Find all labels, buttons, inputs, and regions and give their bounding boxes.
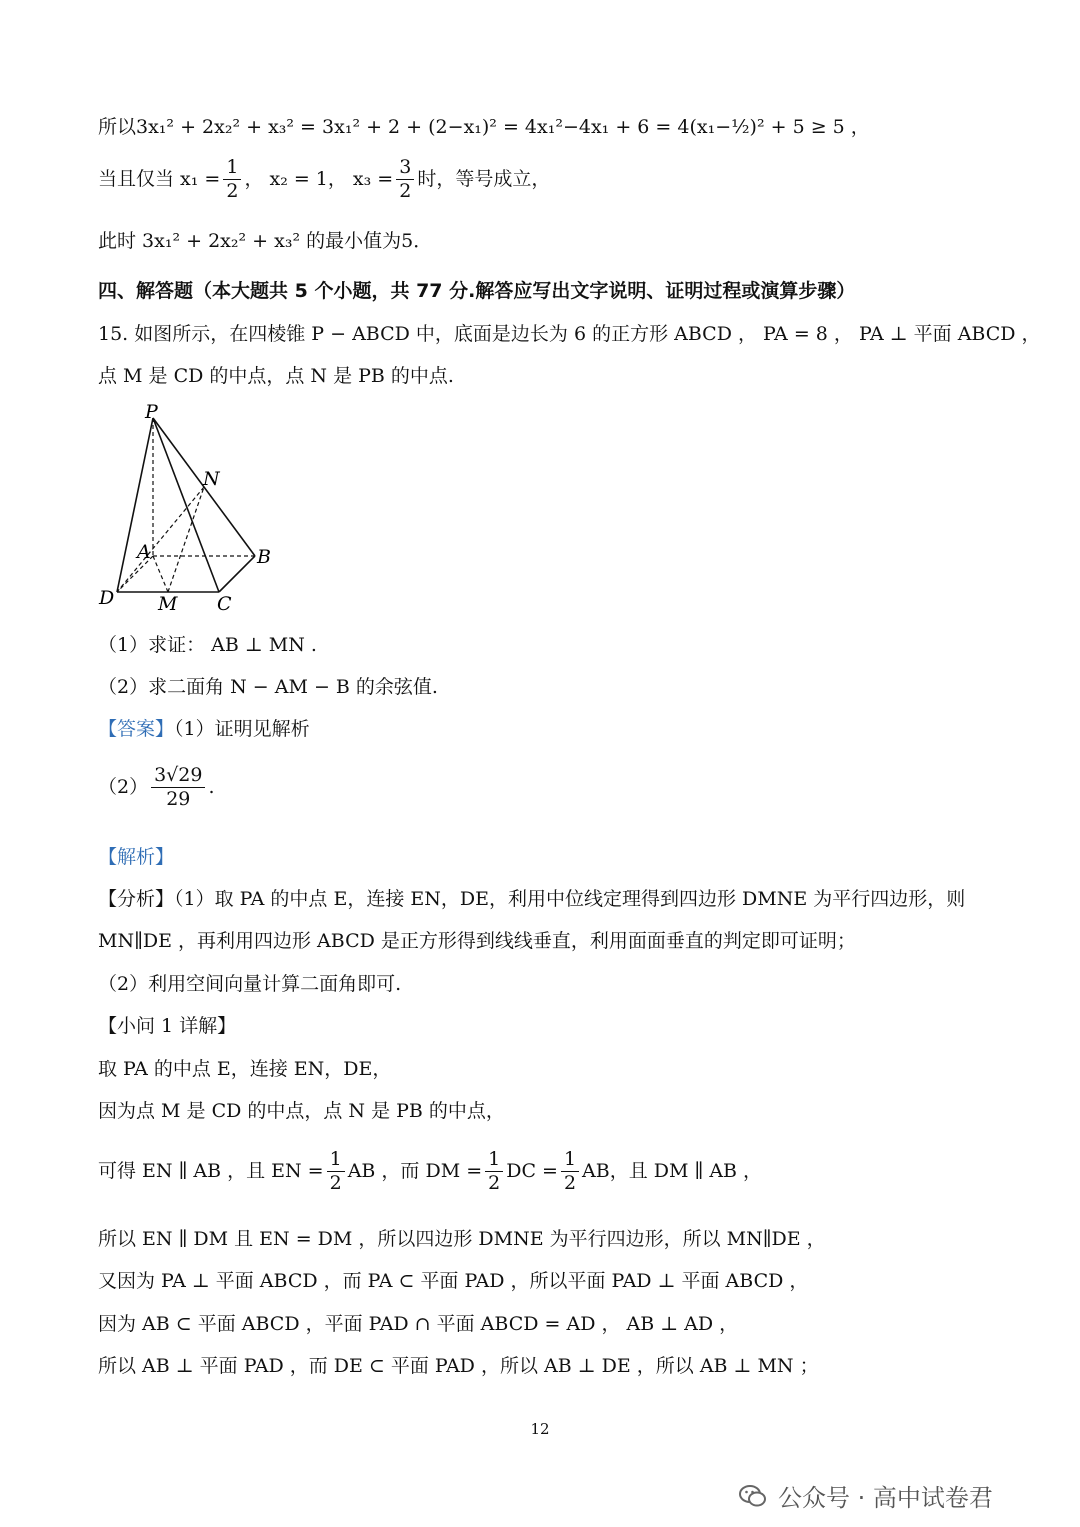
watermark	[738, 1478, 993, 1513]
label-M: M	[158, 593, 178, 615]
text-segment: 当且仅当 x₁ =	[98, 168, 221, 190]
answer-line	[98, 766, 215, 809]
text-segment: 时，等号成立，	[417, 168, 551, 190]
label-C: C	[217, 593, 232, 615]
fraction-denominator: 2	[329, 1172, 342, 1194]
text-segment: AB，且 DM ∥ AB ，	[582, 1160, 763, 1182]
edge-CB	[219, 556, 255, 592]
edge-AM	[153, 556, 168, 592]
fraction	[485, 1150, 503, 1193]
fraction-denominator: 2	[399, 180, 412, 202]
sub-question: （1）求证： AB ⊥ MN .	[98, 634, 317, 656]
answer-line	[98, 720, 310, 739]
fraction-denominator: 2	[226, 180, 239, 202]
solution-text: 取 PA 的中点 E，连接 EN，DE，	[98, 1058, 392, 1080]
fraction-denominator: 2	[563, 1172, 577, 1194]
label-P: P	[145, 401, 158, 423]
fraction-denominator: 29	[166, 788, 191, 810]
edge-ND	[117, 487, 204, 592]
fraction	[327, 1150, 345, 1193]
label-D: D	[99, 587, 115, 609]
solution-text: 所以 EN ∥ DM 且 EN = DM ，所以四边形 DMNE 为平行四边形，所以 MN∥DE ，	[98, 1228, 826, 1250]
fraction	[151, 766, 205, 809]
answer-text: （2）	[98, 776, 149, 798]
label-B: B	[257, 546, 271, 568]
answer-text: .	[208, 776, 215, 798]
analysis-text: MN∥DE ，再利用四边形 ABCD 是正方形得到线线垂直，利用面面垂直的判定即可证明；	[98, 930, 856, 952]
text-segment: 可得 EN ∥ AB ，且 EN =	[98, 1160, 324, 1182]
fraction-numerator: 1	[327, 1150, 345, 1172]
solution-text: 又因为 PA ⊥ 平面 ABCD ，而 PA ⊂ 平面 PAD ，所以平面 PAD ⊥ 平面 ABCD ，	[98, 1270, 809, 1292]
solution-text: 因为点 M 是 CD 的中点，点 N 是 PB 的中点，	[98, 1100, 505, 1122]
text-segment: AB ，而 DM =	[347, 1160, 483, 1182]
fraction-numerator: 3	[396, 158, 414, 180]
pyramid-figure	[95, 400, 295, 615]
solution-text	[98, 1150, 762, 1193]
solution-text: 所以 AB ⊥ 平面 PAD ，而 DE ⊂ 平面 PAD ，所以 AB ⊥ DE ，所以 AB ⊥ MN ；	[98, 1355, 819, 1377]
text-line	[98, 158, 550, 201]
fraction-numerator: 3√29	[151, 766, 205, 788]
text-segment: DC =	[506, 1160, 558, 1182]
edge-PC	[153, 418, 219, 592]
question-text: 点 M 是 CD 的中点，点 N 是 PB 的中点.	[98, 365, 454, 387]
solution-text: 因为 AB ⊂ 平面 ABCD ，平面 PAD ∩ 平面 ABCD = AD ， AB ⊥ AD ，	[98, 1313, 739, 1335]
analysis-text: （2）利用空间向量计算二面角即可.	[98, 973, 402, 995]
edge-PD	[117, 418, 153, 592]
fraction-numerator: 1	[223, 158, 241, 180]
watermark-text: 公众号 · 高中试卷君	[778, 1484, 993, 1512]
analysis-text: 【分析】（1）取 PA 的中点 E，连接 EN，DE，利用中位线定理得到四边形 DMNE 为平行四边形，则	[98, 888, 966, 910]
wechat-icon	[738, 1483, 768, 1509]
sub-question: （2）求二面角 N − AM − B 的余弦值.	[98, 676, 438, 698]
label-N: N	[203, 468, 220, 490]
question-text: 15. 如图所示，在四棱锥 P − ABCD 中，底面是边长为 6 的正方形 ABCD ， PA = 8 ， PA ⊥ 平面 ABCD ，	[98, 323, 1041, 345]
text-line: 所以3x₁² + 2x₂² + x₃² = 3x₁² + 2 + (2−x₁)² = 4x₁²−4x₁ + 6 = 4(x₁−½)² + 5 ≥ 5 ，	[98, 116, 870, 138]
fraction	[561, 1150, 579, 1193]
fraction-numerator: 1	[561, 1150, 579, 1172]
analysis-tag: 【解析】	[98, 846, 175, 868]
fraction-denominator: 2	[488, 1172, 501, 1194]
answer-text: （1）证明见解析	[174, 718, 310, 740]
fraction	[396, 158, 414, 201]
page-number: 12	[530, 1420, 550, 1438]
fraction-numerator: 1	[485, 1150, 503, 1172]
answer-tag: 【答案】	[98, 718, 175, 740]
section-heading: 四、解答题（本大题共 5 个小题，共 77 分.解答应写出文字说明、证明过程或演算步骤）	[98, 280, 856, 302]
label-A: A	[137, 541, 151, 563]
fraction	[223, 158, 241, 201]
subsection-title: 【小问 1 详解】	[98, 1015, 237, 1037]
text-segment: ， x₂ = 1， x₃ =	[244, 168, 394, 190]
text-line: 此时 3x₁² + 2x₂² + x₃² 的最小值为5．	[98, 230, 433, 252]
